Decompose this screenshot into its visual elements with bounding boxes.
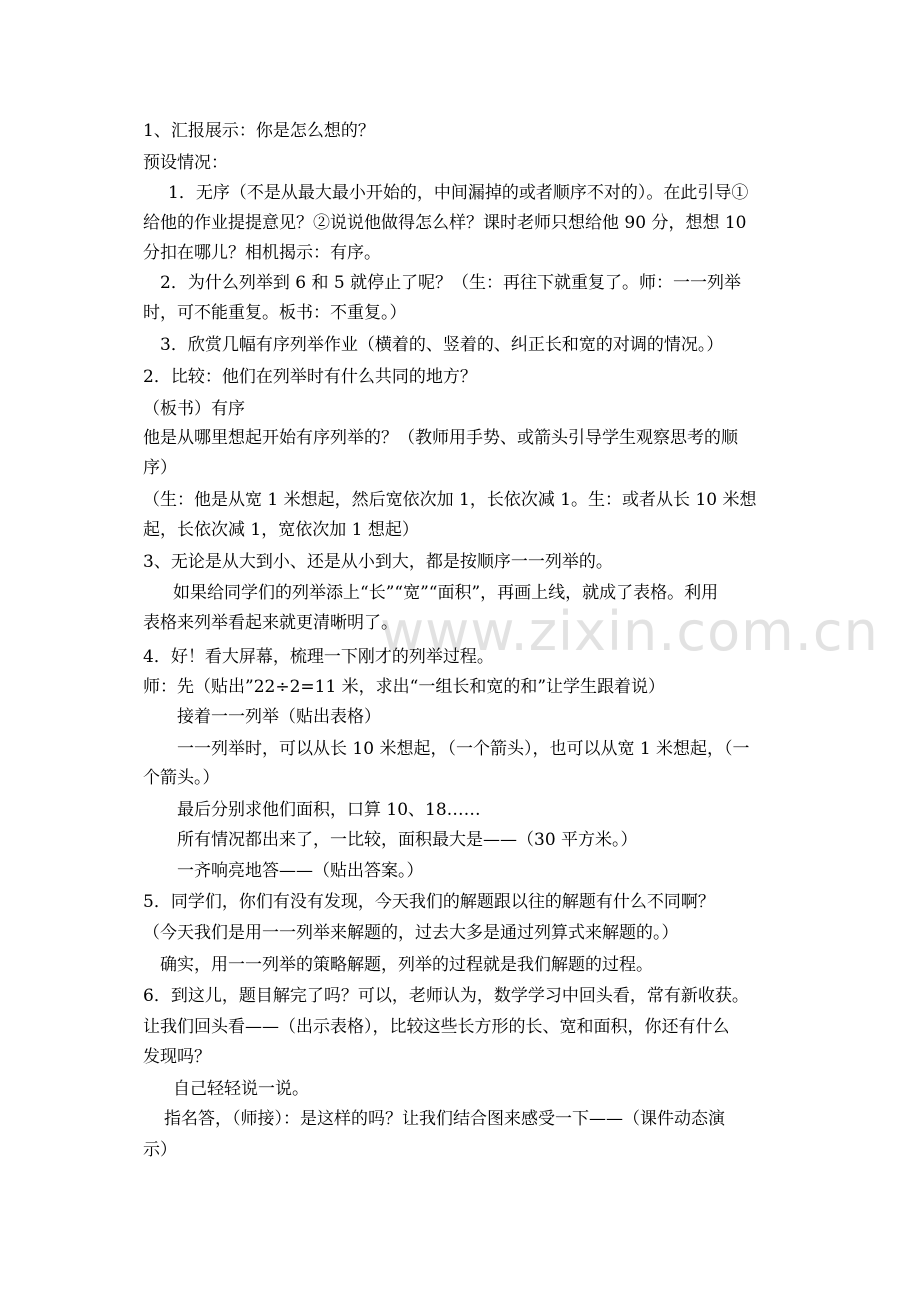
text-line: 3．欣赏几幅有序列举作业（横着的、竖着的、纠正长和宽的对调的情况。）	[160, 335, 724, 355]
text-line: 自己轻轻说一说。	[173, 1079, 309, 1099]
text-line: 师：先（贴出”22÷2=11 米，求出“一组长和宽的和”让学生跟着说）	[143, 677, 666, 697]
text-line: （板书）有序	[143, 399, 245, 419]
text-line: 指名答，（师接）：是这样的吗？让我们结合图来感受一下——（课件动态演	[164, 1109, 725, 1129]
text-line: 时，可不能重复。板书：不重复。）	[143, 303, 407, 323]
text-line: 所有情况都出来了，一比较，面积最大是——（30 平方米。）	[177, 830, 638, 850]
text-line: 一一列举时，可以从长 10 米想起，（一个箭头），也可以从宽 1 米想起，（一	[177, 739, 750, 759]
text-line: 1．无序（不是从最大最小开始的，中间漏掉的或者顺序不对的）。在此引导①	[168, 183, 749, 203]
text-line: 5．同学们，你们有没有发现，今天我们的解题跟以往的解题有什么不同啊？	[143, 892, 715, 912]
text-line: 发现吗？	[143, 1047, 211, 1067]
text-line: 确实，用一一列举的策略解题，列举的过程就是我们解题的过程。	[160, 955, 653, 975]
text-line: 6．到这儿，题目解完了吗？可以，老师认为，数学学习中回头看，常有新收获。	[143, 986, 749, 1006]
text-line: 最后分别求他们面积，口算 10、18……	[177, 800, 481, 820]
text-line: 分扣在哪儿？相机揭示：有序。	[143, 243, 381, 263]
text-line: 序）	[143, 458, 177, 478]
text-line: 个箭头。）	[143, 768, 220, 788]
text-line: 他是从哪里想起开始有序列举的？（教师用手势、或箭头引导学生观察思考的顺	[143, 428, 738, 448]
text-line: 起，长依次减 1，宽依次加 1 想起）	[143, 520, 419, 540]
text-line: （今天我们是用一一列举来解题的，过去大多是通过列算式来解题的。）	[143, 923, 679, 943]
text-line: 接着一一列举（贴出表格）	[177, 707, 381, 727]
text-line: 1、汇报展示：你是怎么想的？	[143, 121, 375, 141]
text-line: 示）	[143, 1140, 177, 1160]
text-line: 让我们回头看——（出示表格），比较这些长方形的长、宽和面积，你还有什么	[143, 1017, 730, 1037]
watermark: www.zixin.com.cn	[380, 600, 879, 663]
text-line: 一齐响亮地答——（贴出答案。）	[177, 861, 424, 881]
text-line: 表格来列举看起来就更清晰明了。	[143, 613, 398, 633]
text-line: （生：他是从宽 1 米想起，然后宽依次加 1，长依次减 1。生：或者从长 10 米想	[143, 490, 757, 510]
text-line: 如果给同学们的列举添上“长”“宽”“面积”，再画上线，就成了表格。利用	[173, 583, 719, 603]
text-line: 2．为什么列举到 6 和 5 就停止了呢？（生：再往下就重复了。师：一一列举	[160, 273, 742, 293]
text-line: 3、无论是从大到小、还是从小到大，都是按顺序一一列举的。	[143, 552, 613, 572]
text-line: 4．好！看大屏幕，梳理一下刚才的列举过程。	[143, 647, 494, 667]
text-line: 2．比较：他们在列举时有什么共同的地方？	[143, 367, 477, 387]
text-line: 给他的作业提提意见？②说说他做得怎么样？课时老师只想给他 90 分，想想 10	[143, 213, 747, 233]
text-line: 预设情况：	[143, 153, 228, 173]
